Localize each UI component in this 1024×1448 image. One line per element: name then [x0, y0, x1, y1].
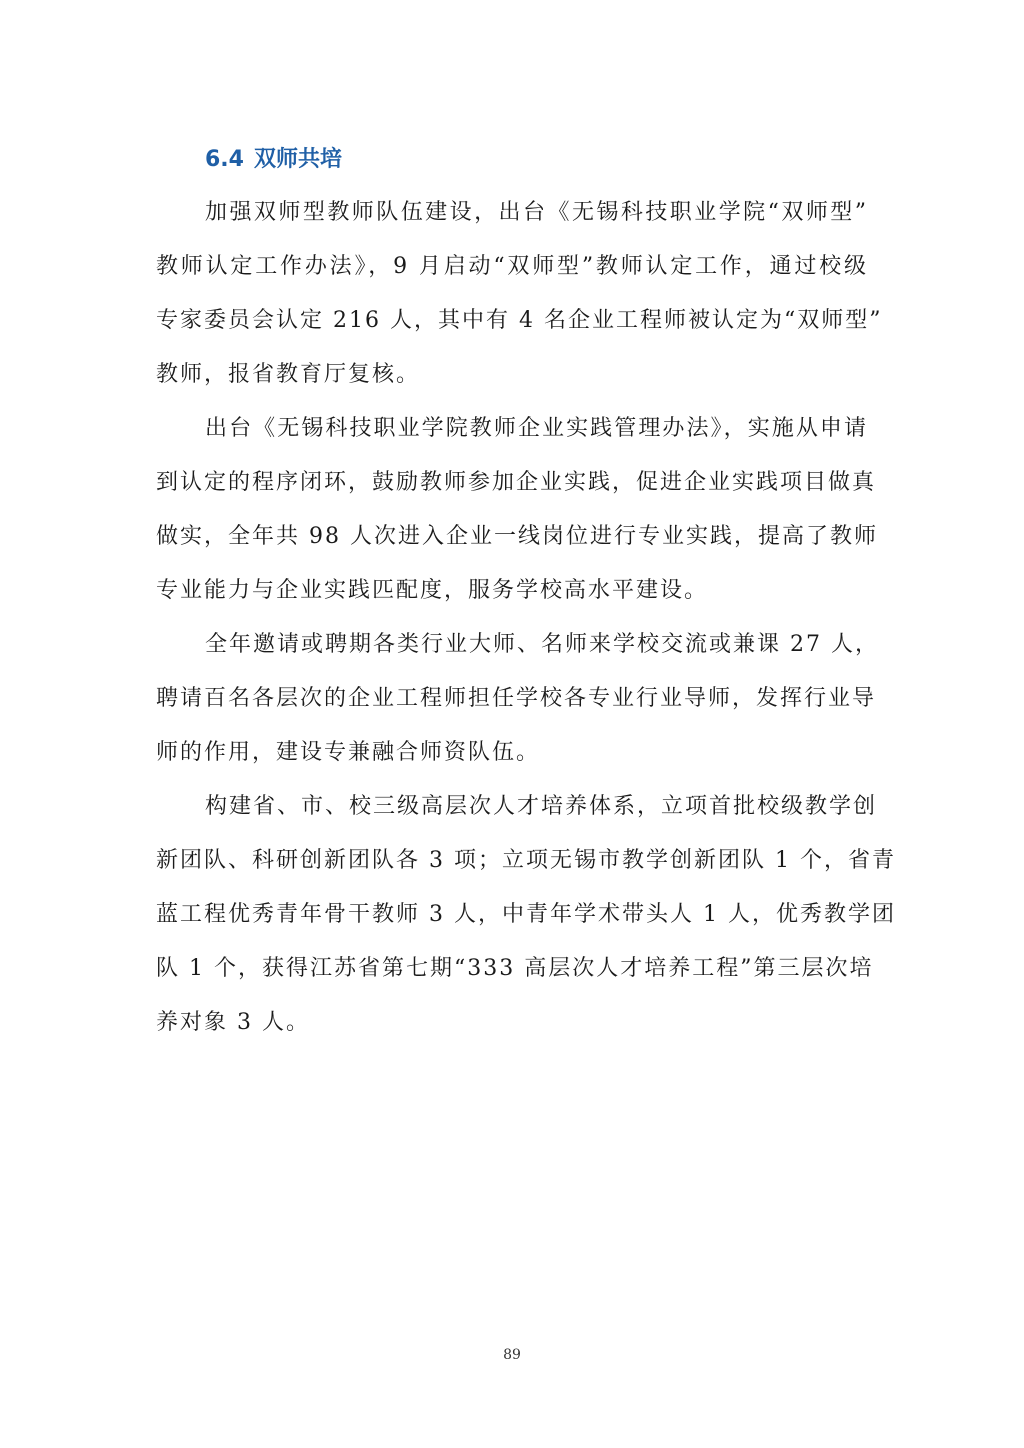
paragraph-line: 专业能力与企业实践匹配度，服务学校高水平建设。 [156, 578, 709, 603]
paragraph-line: 教师，报省教育厅复核。 [156, 362, 421, 387]
paragraph-3 [156, 618, 879, 780]
paragraph-line: 专家委员会认定 216 人，其中有 4 名企业工程师被认定为“双师型” [156, 308, 883, 333]
paragraph-line: 养对象 3 人。 [156, 1010, 310, 1035]
section-title: 双师共培 [253, 147, 342, 172]
section-heading [205, 140, 342, 180]
paragraph-line: 加强双师型教师队伍建设，出台《无锡科技职业学院“双师型” [205, 200, 868, 225]
paragraph-1 [156, 186, 883, 402]
body-text [156, 186, 896, 1050]
paragraph-line: 到认定的程序闭环，鼓励教师参加企业实践，促进企业实践项目做真 [156, 470, 877, 495]
paragraph-line: 新团队、科研创新团队各 3 项；立项无锡市教学创新团队 1 个，省青 [156, 848, 896, 873]
paragraph-line: 教师认定工作办法》，9 月启动“双师型”教师认定工作，通过校级 [156, 254, 868, 279]
paragraph-line: 全年邀请或聘期各类行业大师、名师来学校交流或兼课 27 人， [205, 632, 879, 657]
paragraph-line: 聘请百名各层次的企业工程师担任学校各专业行业导师，发挥行业导 [156, 686, 877, 711]
paragraph-line: 出台《无锡科技职业学院教师企业实践管理办法》，实施从申请 [205, 416, 868, 441]
page-number: 89 [503, 1347, 521, 1363]
section-number: 6.4 [205, 147, 244, 172]
paragraph-line: 做实，全年共 98 人次进入企业一线岗位进行专业实践，提高了教师 [156, 524, 878, 549]
paragraph-line: 蓝工程优秀青年骨干教师 3 人，中青年学术带头人 1 人，优秀教学团 [156, 902, 896, 927]
paragraph-2 [156, 402, 878, 618]
paragraph-4 [156, 780, 896, 1050]
paragraph-line: 师的作用，建设专兼融合师资队伍。 [156, 740, 541, 765]
paragraph-line: 构建省、市、校三级高层次人才培养体系，立项首批校级教学创 [205, 794, 878, 819]
paragraph-line: 队 1 个，获得江苏省第七期“333 高层次人才培养工程”第三层次培 [156, 956, 874, 981]
